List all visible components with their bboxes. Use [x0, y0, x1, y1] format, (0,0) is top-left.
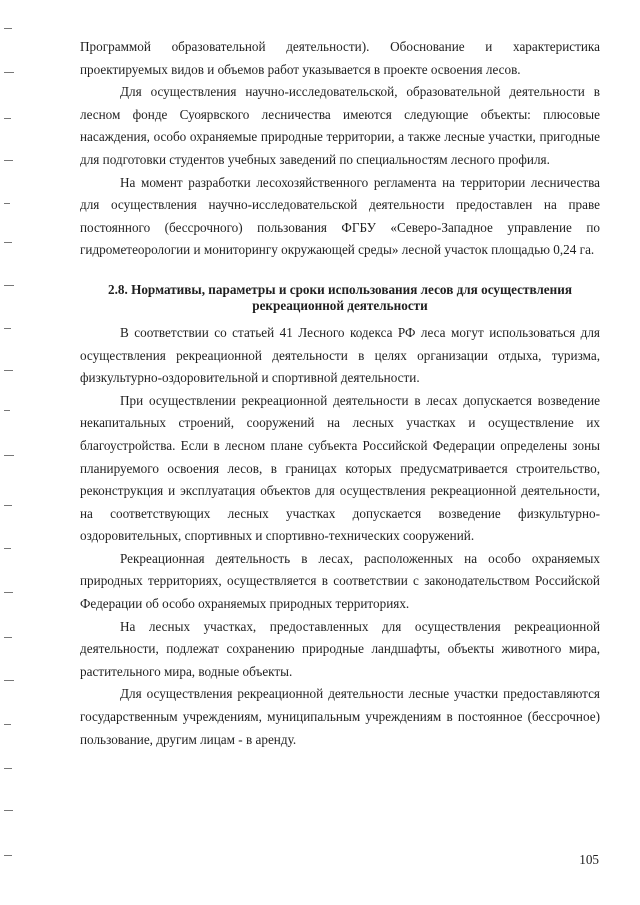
binding-mark: [4, 505, 12, 506]
binding-mark: [4, 285, 14, 286]
binding-mark: [4, 724, 11, 725]
paragraph-protected-areas: Рекреационная деятельность в лесах, расположенных на особо охраняемых природных территориях, осуществляется в соответствии с законодательством Российской Федерации об особо охраняемых природных территориях.: [80, 550, 600, 612]
paragraph-continuation: Программой образовательной деятельности). Обоснование и характеристика проектируемых видов и объемов работ указывается в проекте освоения лесов.: [80, 39, 600, 77]
binding-mark: [4, 768, 12, 769]
binding-mark: [4, 855, 12, 856]
paragraph-research-objects: Для осуществления научно-исследовательской, образовательной деятельности в лесном фонде Суоярвского лесничества имеются следующие объекты: плюсовые насаждения, особо охраняемые природные территории, а также лесные участки, пригодные для подготовки студентов учебных заведений по специальностям лесного профиля.: [80, 84, 600, 167]
section-heading-line-2: рекреационной деятельности: [252, 297, 428, 313]
section-heading-line-1: 2.8. Нормативы, параметры и сроки использования лесов для осуществления: [108, 281, 572, 297]
binding-mark: [4, 810, 13, 811]
binding-mark: [4, 637, 12, 638]
binding-mark: [4, 680, 14, 681]
paragraph-research-plot: На момент разработки лесохозяйственного регламента на территории лесничества для осуществления научно-исследовательской деятельности предоставлен на праве постоянного (бессрочного) пользования ФГБУ «Северо-Западное управление по гидрометеорологии и мониторингу окружающей среды» лесной участок площадью 0,24 га.: [80, 174, 600, 258]
paragraph-land-provision: Для осуществления рекреационной деятельности лесные участки предоставляются государственным учреждениям, муниципальным учреждениям в постоянное (бессрочное) пользование, другим лицам - в аренду.: [80, 686, 600, 747]
binding-mark: [4, 242, 12, 243]
binding-mark: [4, 370, 13, 371]
paragraph-temporary-structures: При осуществлении рекреационной деятельности в лесах допускается возведение некапитальных строений, сооружений на лесных участках и осуществление их благоустройства. Если в лесном плане субъекта Российской Федерации определены зоны планируемого освоения лесов, в границах которых предусматривается строительство, реконструкция и эксплуатация объектов для осуществления рекреационной деятельности, на соответствующих лесных участках допускается возведение физкультурно-оздоровительных, спортивных и спортивно-технических сооружений.: [80, 392, 600, 544]
binding-mark: [4, 28, 12, 29]
binding-mark: [4, 203, 10, 204]
paragraph-preservation: На лесных участках, предоставленных для осуществления рекреационной деятельности, подлежат сохранению природные ландшафты, объекты животного мира, растительного мира, водные объекты.: [80, 618, 600, 679]
binding-mark: [4, 328, 11, 329]
document-page: [80, 36, 600, 751]
page-number: 105: [579, 852, 599, 867]
binding-mark: [4, 118, 11, 119]
binding-mark: [4, 455, 14, 456]
binding-mark: [4, 592, 13, 593]
paragraph-article-41: В соответствии со статьей 41 Лесного кодекса РФ леса могут использоваться для осуществления рекреационной деятельности в целях организации отдыха, туризма, физкультурно-оздоровительной и спортивной деятельности.: [80, 324, 600, 386]
section-heading: [80, 282, 600, 314]
binding-mark: [4, 160, 13, 161]
binding-mark: [4, 548, 11, 549]
binding-edge-marks: [0, 0, 24, 905]
binding-mark: [4, 410, 10, 411]
binding-mark: [4, 72, 14, 73]
